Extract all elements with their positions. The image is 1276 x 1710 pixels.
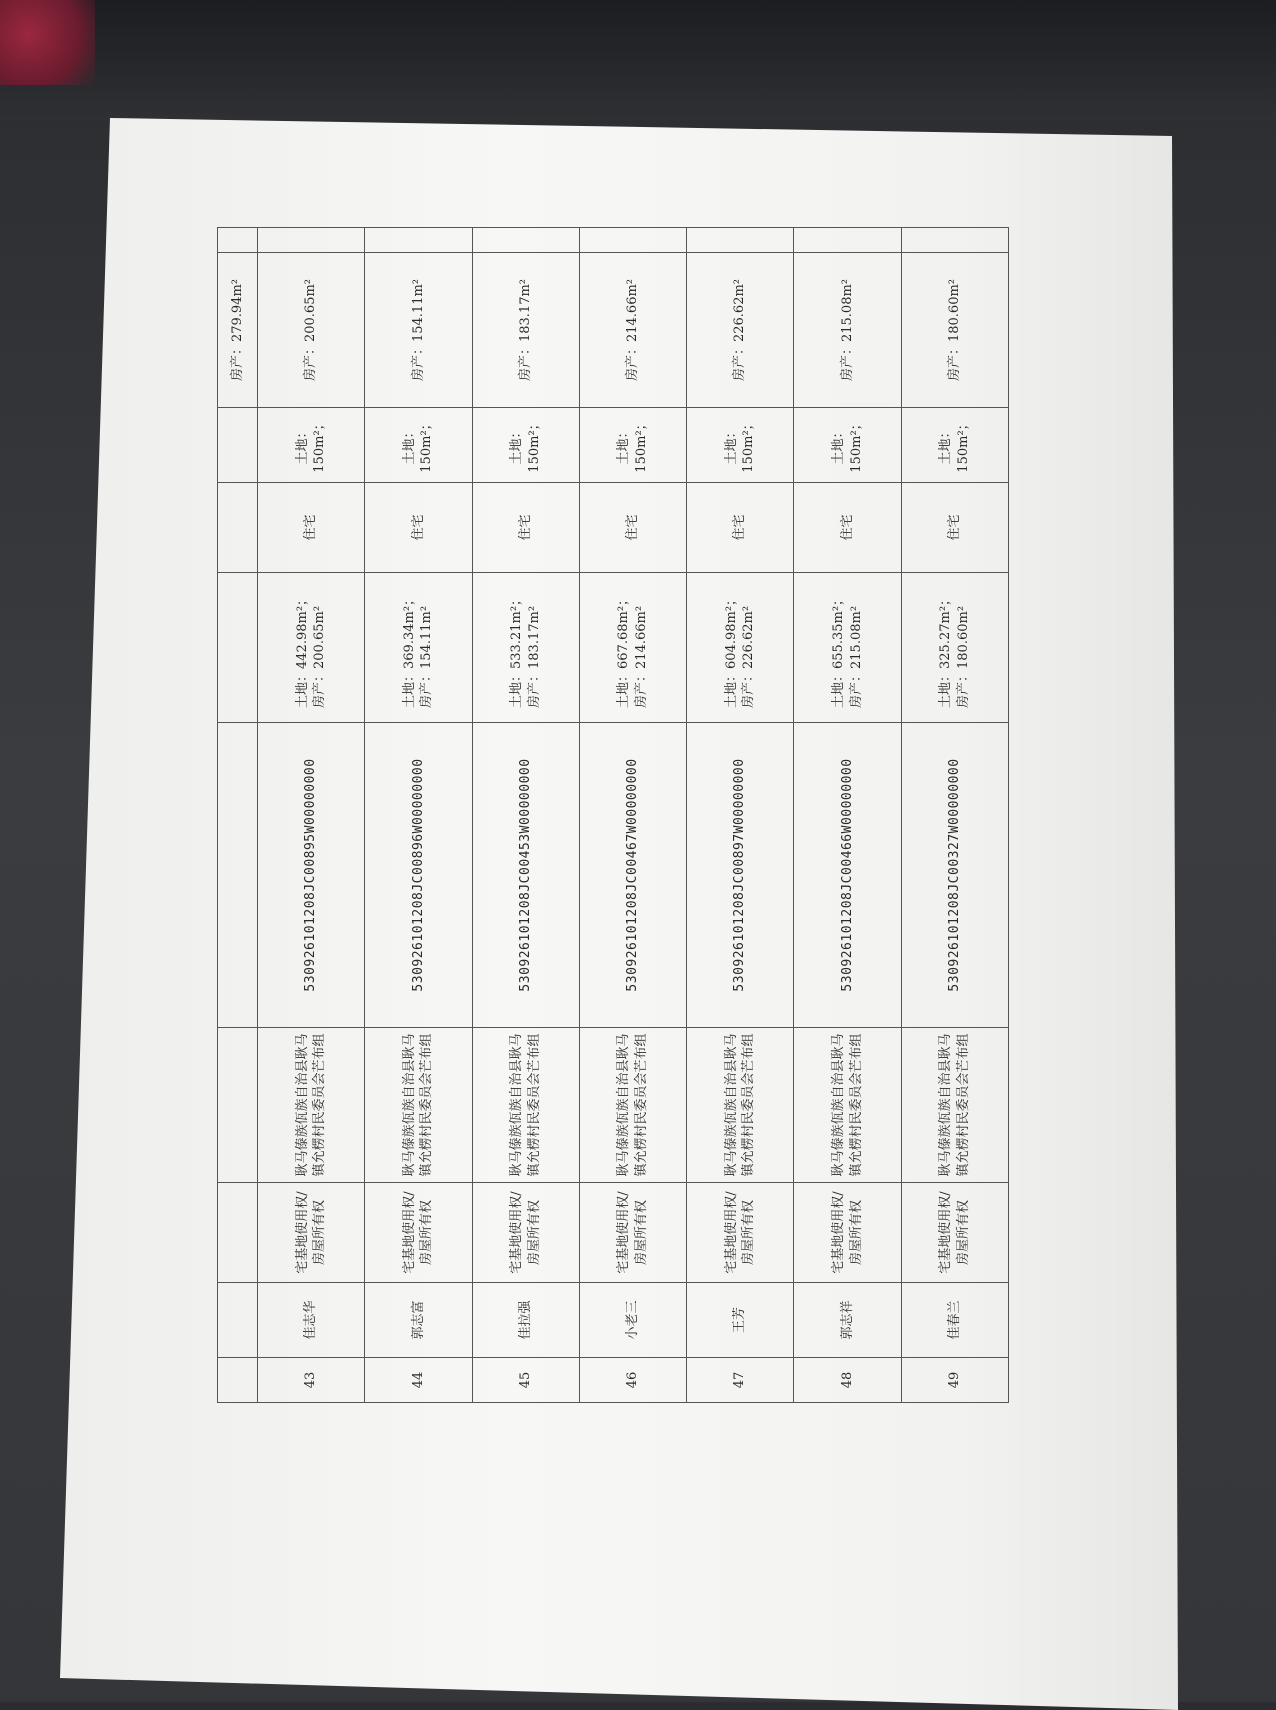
table-row bbox=[258, 228, 365, 1403]
approved-land: 土地：150m²； bbox=[258, 408, 365, 483]
use-cell: 住宅 bbox=[794, 483, 901, 573]
location: 耿马傣族佤族自治县耿马镇允楞村民委员会芒布组 bbox=[794, 1028, 901, 1183]
use-cell: 住宅 bbox=[365, 483, 472, 573]
approved-land: 土地：150m²； bbox=[579, 408, 686, 483]
rotated-document bbox=[217, 228, 1009, 1403]
right-type: 宅基地使用权/房屋所有权 bbox=[901, 1183, 1008, 1283]
table-row bbox=[901, 228, 1008, 1403]
owner-name: 小老三 bbox=[579, 1283, 686, 1358]
property-table bbox=[217, 227, 1009, 1403]
owner-name: 佳拉强 bbox=[472, 1283, 579, 1358]
area-cell bbox=[794, 573, 901, 723]
use-cell: 住宅 bbox=[472, 483, 579, 573]
table-row bbox=[472, 228, 579, 1403]
location: 耿马傣族佤族自治县耿马镇允楞村民委员会芒布组 bbox=[901, 1028, 1008, 1183]
owner-name: 王芳 bbox=[687, 1283, 794, 1358]
unit-code: 530926101208JC00896W00000000 bbox=[365, 723, 472, 1028]
table-row bbox=[794, 228, 901, 1403]
row-number: 46 bbox=[579, 1358, 686, 1403]
unit-code: 530926101208JC00466W00000000 bbox=[794, 723, 901, 1028]
house-area: 房产：214.66m² bbox=[633, 605, 649, 708]
house-area: 房产：154.11m² bbox=[419, 605, 435, 708]
unit-code: 530926101208JC00895W00000000 bbox=[258, 723, 365, 1028]
use-cell: 住宅 bbox=[901, 483, 1008, 573]
land-area: 土地：667.68m²； bbox=[616, 592, 632, 708]
table-row bbox=[687, 228, 794, 1403]
row-number: 43 bbox=[258, 1358, 365, 1403]
house-area: 房产：180.60m² bbox=[955, 605, 971, 708]
owner-name: 郭志祥 bbox=[794, 1283, 901, 1358]
use-cell: 住宅 bbox=[687, 483, 794, 573]
red-object bbox=[0, 0, 95, 85]
unit-code: 530926101208JC00897W00000000 bbox=[687, 723, 794, 1028]
location: 耿马傣族佤族自治县耿马镇允楞村民委员会芒布组 bbox=[579, 1028, 686, 1183]
area-cell bbox=[579, 573, 686, 723]
approved-house: 房产：180.60m² bbox=[901, 253, 1008, 408]
approved-land: 土地：150m²； bbox=[687, 408, 794, 483]
location: 耿马傣族佤族自治县耿马镇允楞村民委员会芒布组 bbox=[258, 1028, 365, 1183]
approved-land: 土地：150m²； bbox=[794, 408, 901, 483]
row-number: 48 bbox=[794, 1358, 901, 1403]
owner-name: 佳春兰 bbox=[901, 1283, 1008, 1358]
unit-code: 530926101208JC00453W00000000 bbox=[472, 723, 579, 1028]
area-cell bbox=[687, 573, 794, 723]
location: 耿马傣族佤族自治县耿马镇允楞村民委员会芒布组 bbox=[472, 1028, 579, 1183]
approved-land: 土地：150m²； bbox=[472, 408, 579, 483]
unit-code: 530926101208JC00327W00000000 bbox=[901, 723, 1008, 1028]
row-number: 49 bbox=[901, 1358, 1008, 1403]
approved-house: 房产：214.66m² bbox=[579, 253, 686, 408]
location: 耿马傣族佤族自治县耿马镇允楞村民委员会芒布组 bbox=[687, 1028, 794, 1183]
area-cell bbox=[472, 573, 579, 723]
house-area-cell: 房产：279.94m² bbox=[218, 253, 258, 408]
right-type: 宅基地使用权/房屋所有权 bbox=[687, 1183, 794, 1283]
approved-land: 土地：150m²； bbox=[365, 408, 472, 483]
row-number: 47 bbox=[687, 1358, 794, 1403]
unit-code: 530926101208JC00467W00000000 bbox=[579, 723, 686, 1028]
table-row bbox=[579, 228, 686, 1403]
row-number: 45 bbox=[472, 1358, 579, 1403]
approved-house: 房产：215.08m² bbox=[794, 253, 901, 408]
right-type: 宅基地使用权/房屋所有权 bbox=[365, 1183, 472, 1283]
house-area: 房产：226.62m² bbox=[741, 605, 757, 708]
right-type: 宅基地使用权/房屋所有权 bbox=[258, 1183, 365, 1283]
right-type: 宅基地使用权/房屋所有权 bbox=[472, 1183, 579, 1283]
land-area: 土地：325.27m²； bbox=[938, 592, 954, 708]
owner-name: 郭志富 bbox=[365, 1283, 472, 1358]
use-cell: 住宅 bbox=[258, 483, 365, 573]
approved-land: 土地：150m²； bbox=[901, 408, 1008, 483]
area-cell bbox=[901, 573, 1008, 723]
house-area: 房产：215.08m² bbox=[848, 605, 864, 708]
area-cell bbox=[365, 573, 472, 723]
table-row bbox=[218, 228, 258, 1403]
use-cell: 住宅 bbox=[579, 483, 686, 573]
location: 耿马傣族佤族自治县耿马镇允楞村民委员会芒布组 bbox=[365, 1028, 472, 1183]
right-type: 宅基地使用权/房屋所有权 bbox=[794, 1183, 901, 1283]
house-area: 房产：183.17m² bbox=[526, 605, 542, 708]
area-cell bbox=[258, 573, 365, 723]
land-area: 土地：369.34m²； bbox=[401, 592, 417, 708]
approved-house: 房产：183.17m² bbox=[472, 253, 579, 408]
row-number: 44 bbox=[365, 1358, 472, 1403]
right-type: 宅基地使用权/房屋所有权 bbox=[579, 1183, 686, 1283]
approved-house: 房产：226.62m² bbox=[687, 253, 794, 408]
approved-house: 房产：200.65m² bbox=[258, 253, 365, 408]
house-area: 房产：200.65m² bbox=[312, 605, 328, 708]
table-row bbox=[365, 228, 472, 1403]
owner-name: 佳志华 bbox=[258, 1283, 365, 1358]
land-area: 土地：655.35m²； bbox=[831, 592, 846, 708]
land-area: 土地：604.98m²； bbox=[723, 592, 739, 708]
land-area: 土地：533.21m²； bbox=[509, 592, 525, 708]
approved-house: 房产：154.11m² bbox=[365, 253, 472, 408]
land-area: 土地：442.98m²； bbox=[294, 592, 310, 708]
desk-background bbox=[0, 0, 1276, 120]
